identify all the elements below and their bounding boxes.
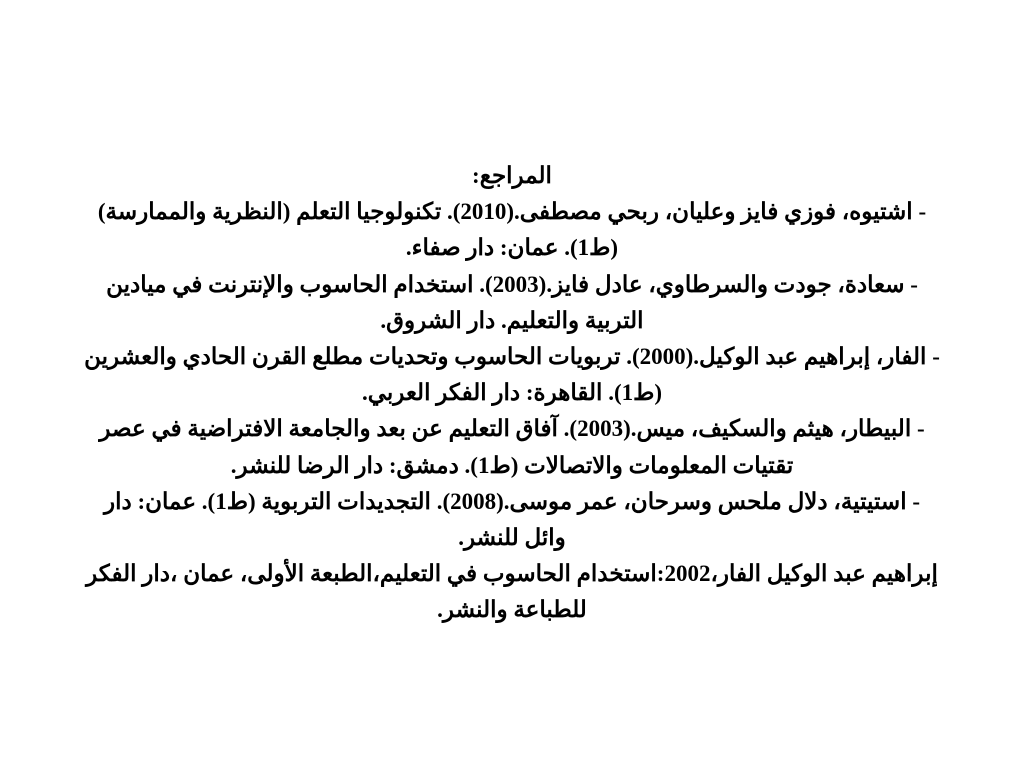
reference-item: - استيتية، دلال ملحس وسرحان، عمر موسى.(2008). التجديدات التربوية (ط1). عمان: دار وائل للنشر.: [103, 488, 921, 551]
reference-item: - الفار، إبراهيم عبد الوكيل.(2000). تربويات الحاسوب وتحديات مطلع القرن الحادي والعشرين (ط1). القاهرة: دار الفكر العربي.: [84, 344, 940, 406]
references-heading: المراجع:: [472, 163, 552, 188]
reference-item: - البيطار، هيثم والسكيف، ميس.(2003). آفاق التعليم عن بعد والجامعة الافتراضية في عصر تقتيات المعلومات والاتصالات (ط1). دمشق: دار الرضا للنشر.: [99, 416, 925, 478]
reference-item: - سعادة، جودت والسرطاوي، عادل فايز.(2003). استخدام الحاسوب والإنترنت في ميادين التربية والتعليم. دار الشروق.: [106, 271, 918, 333]
reference-item: إبراهيم عبد الوكيل الفار،2002:استخدام الحاسوب في التعليم،الطبعة الأولى، عمان ،دار الفكر للطباعة والنشر.: [86, 561, 938, 623]
references-block: [82, 158, 942, 629]
reference-item: - اشتيوه، فوزي فايز وعليان، ربحي مصطفى.(2010). تكنولوجيا التعلم (النظرية والممارسة) (ط1). عمان: دار صفاء.: [97, 199, 927, 261]
